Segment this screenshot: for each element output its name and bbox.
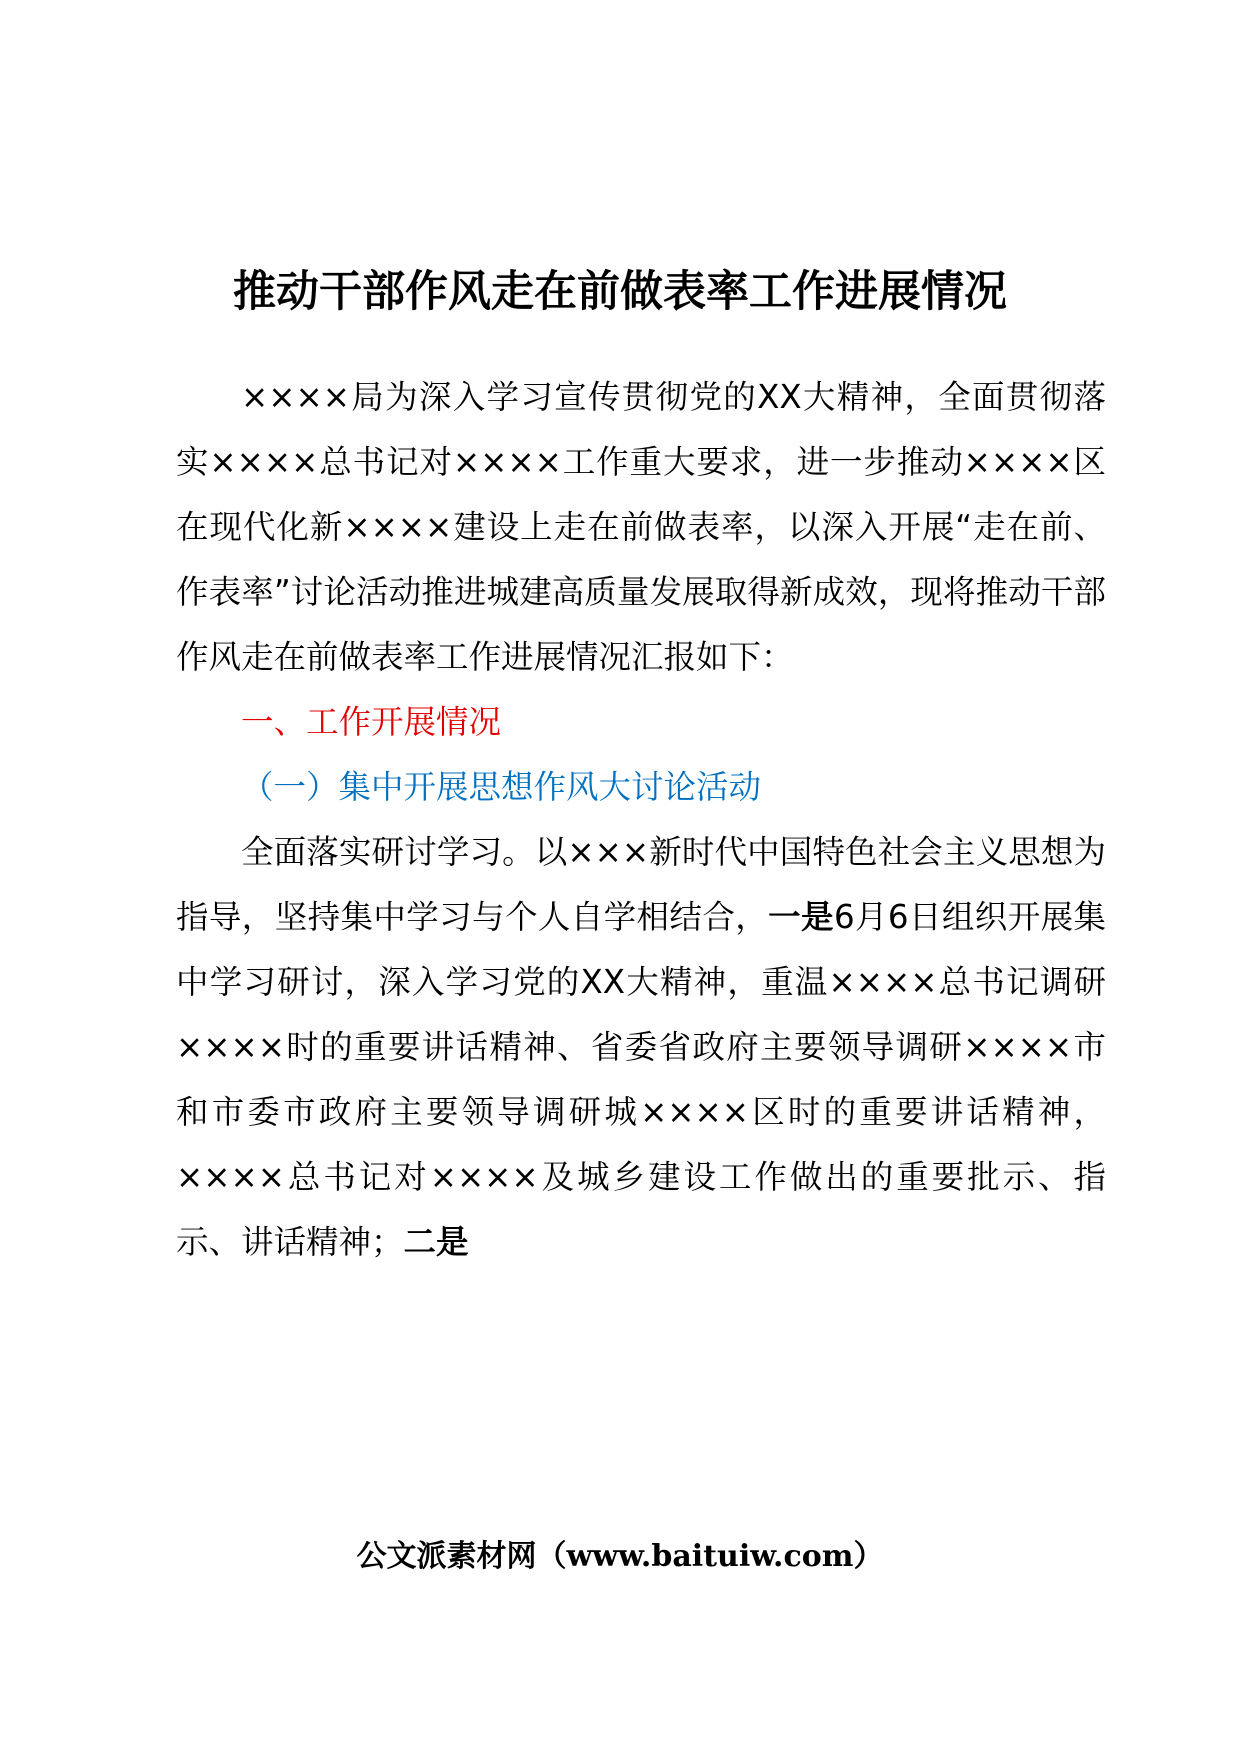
study-paragraph-text-a: 全面落实研讨学习。以×××新时代中国特色社会主义思想为指导，坚持集中学习与个人自学相结合， bbox=[176, 833, 1106, 936]
document-title: 推动干部作风走在前做表率工作进展情况 bbox=[233, 267, 1007, 317]
bold-point-one: 一是 bbox=[768, 898, 834, 936]
subsection-heading-discussion-activity: （一）集中开展思想作风大讨论活动 bbox=[241, 768, 762, 806]
intro-paragraph: ××××局为深入学习宣传贯彻党的XX大精神，全面贯彻落实××××总书记对××××工作重大要求，进一步推动××××区在现代化新××××建设上走在前做表率，以深入开展“走在前、作表率”讨论活动推进城建高质量发展取得新成效，现将推动干部作风走在前做表率工作进展情况汇报如下： bbox=[176, 378, 1106, 676]
section-heading-work-progress: 一、工作开展情况 bbox=[241, 703, 502, 741]
bold-point-two: 二是 bbox=[403, 1223, 469, 1261]
study-paragraph-text-b: 6月6日组织开展集中学习研讨，深入学习党的XX大精神，重温××××总书记调研××××时的重要讲话精神、省委省政府主要领导调研××××市和市委市政府主要领导调研城××××区时的重要讲话精神，××××总书记对××××及城乡建设工作做出的重要批示、指示、讲话精神； bbox=[176, 898, 1106, 1261]
footer-watermark: 公文派素材网（www.baituiw.com） bbox=[356, 1539, 884, 1574]
document-body bbox=[176, 365, 1106, 1275]
study-paragraph bbox=[176, 820, 1106, 1275]
